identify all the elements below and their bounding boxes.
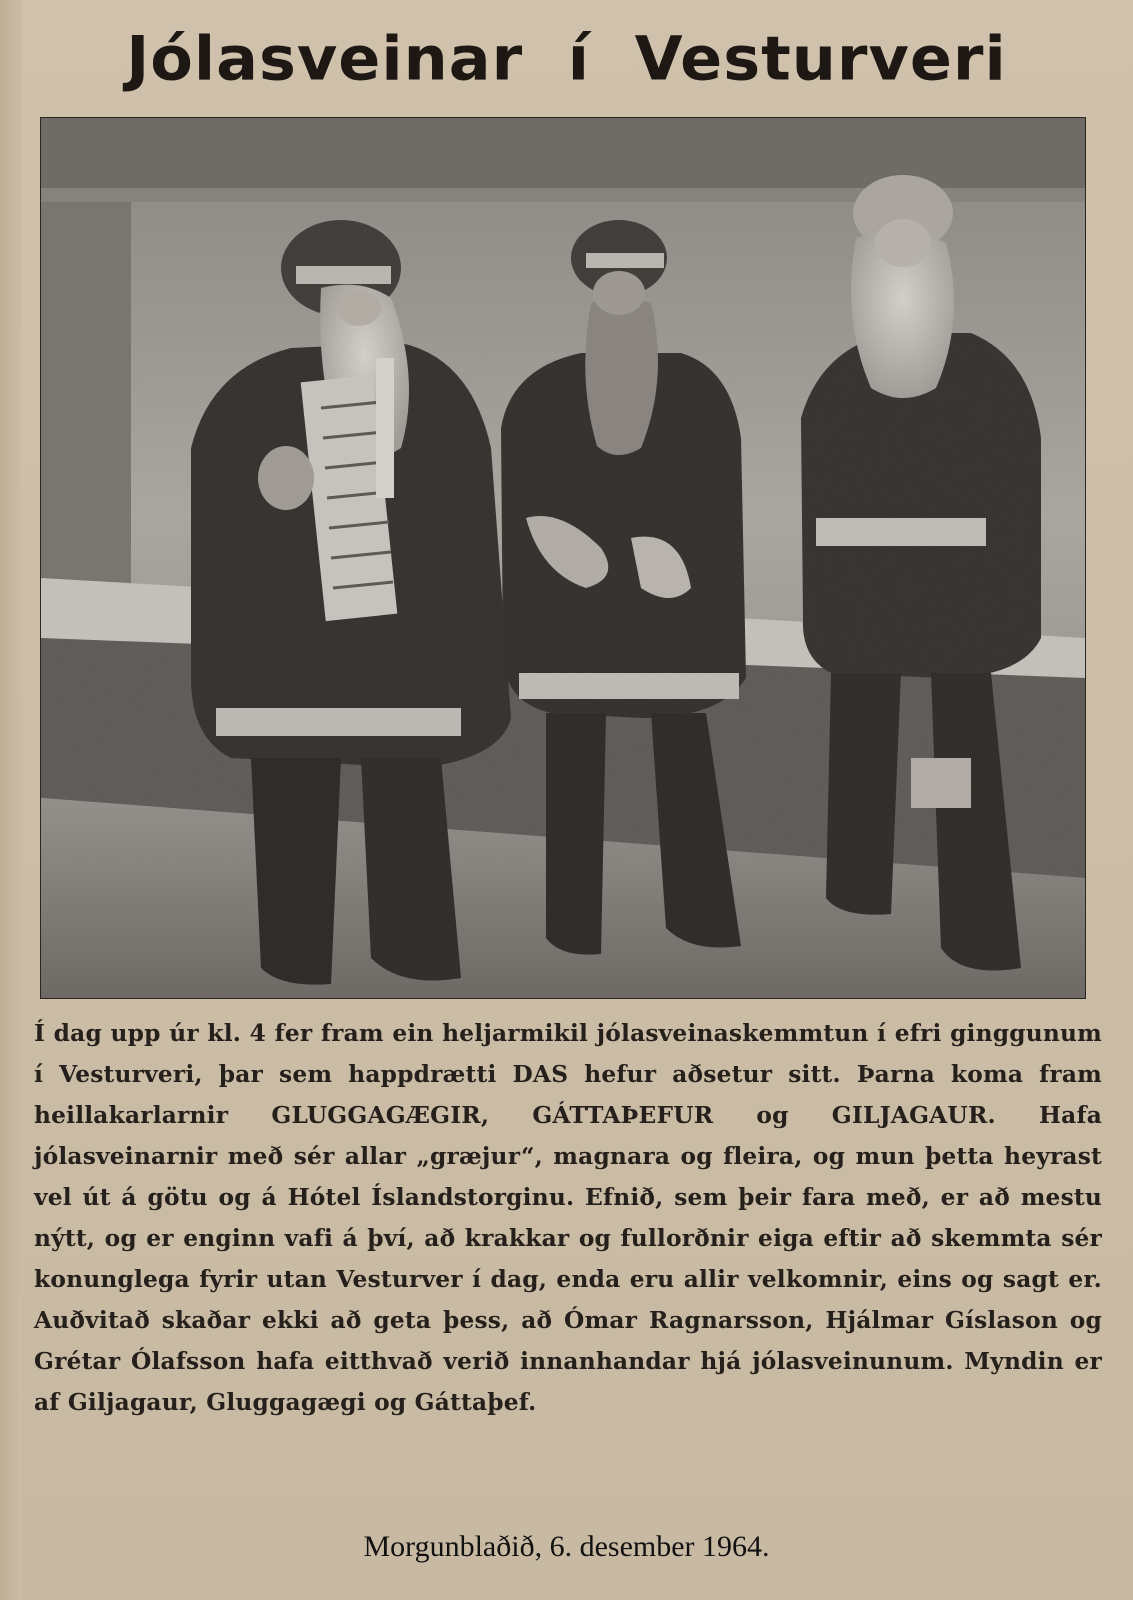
headline: Jólasveinar í Vesturveri [126,22,1007,95]
page-edge [0,0,22,1600]
photo-illustration [41,118,1085,998]
source-caption: Morgunblaðið, 6. desember 1964. [363,1530,770,1563]
article-body: Í dag upp úr kl. 4 fer fram ein heljarmikil jólasveinaskemmtun í efri ginggunum í Vesturveri, þar sem happdrætti DAS hefur aðsetur sitt. Þarna koma fram heillakarlarnir GLUGGAGÆGIR, GÁTTAÞEFUR og GILJAGAUR. Hafa jólasveinarnir með sér allar „græjur“, magnara og fleira, og mun þetta heyrast vel út á götu og á Hótel Íslandstorginu. Efnið, sem þeir fara með, er að mestu nýtt, og er enginn vafi á því, að krakkar og fullorðnir eiga eftir að skemmta sér konunglega fyrir utan Vesturver í dag, enda eru allir velkomnir, eins og sagt er. Auðvitað skaðar ekki að geta þess, að Ómar Ragnarsson, Hjálmar Gíslason og Grétar Ólafsson hafa eitthvað verið innanhandar hjá jólasveinunum. Myndin er af Giljagaur, Gluggagægi og Gáttaþef. [34,1020,1102,1416]
photo-three-santas [40,117,1086,999]
